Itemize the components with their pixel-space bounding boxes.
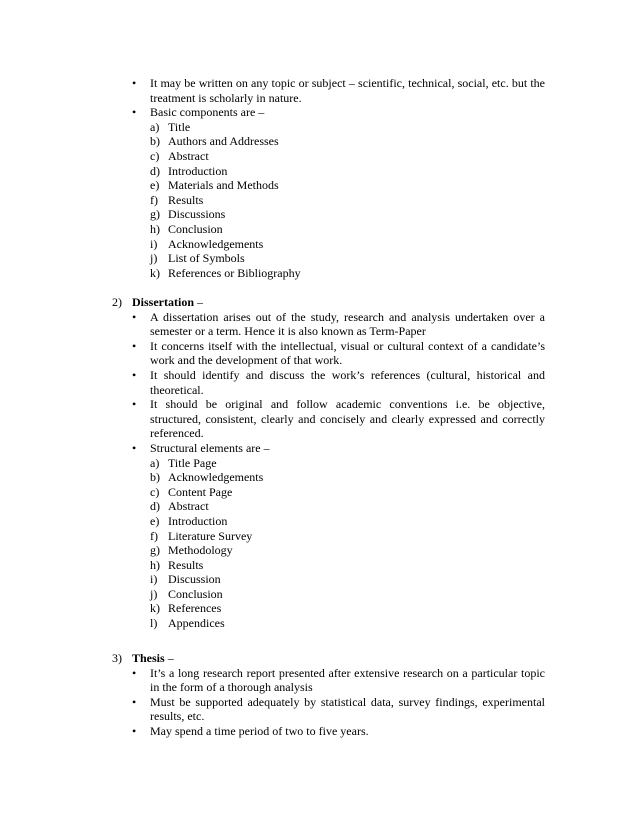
bullet-text: It should identify and discuss the work’s references (cultural, historical and theoretical. (150, 367, 545, 397)
list-item (112, 164, 545, 179)
list-letter: l) (150, 616, 158, 631)
bullet-icon: • (132, 723, 137, 738)
list-letter: f) (150, 528, 158, 543)
list-text: References or Bibliography (168, 265, 301, 280)
list-text: Discussions (168, 207, 226, 222)
list-text: Introduction (168, 163, 228, 178)
list-item (112, 499, 545, 514)
bullet-text: It may be written on any topic or subject – scientific, technical, social, etc. but the treatment is scholarly in nature. (150, 76, 545, 105)
section-title: Thesis (132, 651, 165, 665)
list-item (112, 207, 545, 222)
list-letter: d) (150, 499, 160, 514)
section-dash: – (194, 295, 203, 309)
list-item (112, 572, 545, 587)
list-item (112, 222, 545, 237)
list-letter: b) (150, 470, 160, 485)
bullet-text: Structural elements are – (150, 440, 270, 455)
bullet-item (112, 105, 545, 120)
list-text: Methodology (168, 543, 233, 558)
bullet-text: It should be original and follow academic conventions i.e. be objective, structured, consistent, clearly and concisely and clearly expressed and correctly referenced. (150, 397, 545, 441)
list-item (112, 149, 545, 164)
list-text: Appendices (168, 616, 225, 631)
list-letter: k) (150, 601, 160, 616)
list-item (112, 558, 545, 573)
section-number: 2) (112, 295, 122, 309)
bullet-item (112, 666, 545, 695)
list-letter: d) (150, 163, 160, 178)
bullet-item (112, 441, 545, 456)
list-letter: a) (150, 119, 160, 134)
list-item (112, 193, 545, 208)
list-item (112, 485, 545, 500)
list-item (112, 543, 545, 558)
list-text: Authors and Addresses (168, 134, 279, 149)
list-letter: h) (150, 557, 160, 572)
list-text: Results (168, 557, 204, 572)
list-item (112, 470, 545, 485)
bullet-icon: • (132, 397, 137, 412)
bullet-icon: • (132, 367, 137, 382)
intro-section (112, 76, 545, 280)
bullet-text: It’s a long research report presented after extensive research on a particular topic in the form of a thorough analysis (150, 665, 545, 695)
list-text: Acknowledgements (168, 470, 264, 485)
components-list (112, 120, 545, 281)
list-text: Introduction (168, 513, 228, 528)
list-item (112, 134, 545, 149)
bullet-item (112, 397, 545, 441)
dissertation-section (112, 295, 545, 631)
list-letter: e) (150, 178, 160, 193)
bullet-icon: • (132, 665, 137, 680)
bullet-icon: • (132, 338, 137, 353)
list-letter: k) (150, 265, 160, 280)
list-text: List of Symbols (168, 251, 245, 266)
list-item (112, 514, 545, 529)
bullet-text: A dissertation arises out of the study, research and analysis undertaken over a semester or a term. Hence it is also known as Term-Paper (150, 309, 545, 339)
list-item (112, 529, 545, 544)
list-letter: c) (150, 484, 160, 499)
list-letter: g) (150, 207, 160, 222)
section-dash: – (164, 651, 174, 665)
list-letter: i) (150, 572, 158, 587)
thesis-bullet-list (112, 666, 545, 739)
list-letter: h) (150, 221, 160, 236)
intro-bullet-list (112, 76, 545, 120)
bullet-icon: • (132, 105, 137, 120)
section-number: 3) (112, 651, 122, 665)
list-text: Abstract (168, 499, 209, 514)
list-text: Title Page (168, 455, 217, 470)
list-item (112, 120, 545, 135)
list-item (112, 251, 545, 266)
list-letter: j) (150, 586, 158, 601)
list-letter: j) (150, 251, 158, 266)
list-item (112, 237, 545, 252)
list-letter: g) (150, 543, 160, 558)
list-text: Discussion (168, 572, 221, 587)
bullet-item (112, 76, 545, 105)
thesis-section (112, 651, 545, 739)
bullet-icon: • (132, 76, 137, 90)
bullet-item (112, 724, 545, 739)
bullet-item (112, 339, 545, 368)
bullet-text: Must be supported adequately by statistical data, survey findings, experimental results, etc. (150, 694, 545, 724)
bullet-text: May spend a time period of two to five years. (150, 723, 369, 738)
bullet-text: Basic components are – (150, 105, 265, 120)
section-heading (112, 295, 545, 310)
list-text: Materials and Methods (168, 178, 279, 193)
bullet-item (112, 368, 545, 397)
list-item (112, 601, 545, 616)
elements-list (112, 456, 545, 631)
list-item (112, 456, 545, 471)
list-letter: f) (150, 192, 158, 207)
list-text: Literature Survey (168, 528, 253, 543)
list-text: Conclusion (168, 221, 223, 236)
bullet-text: It concerns itself with the intellectual, visual or cultural context of a candidate’s work and the development of that work. (150, 338, 545, 368)
list-text: References (168, 601, 222, 616)
list-text: Conclusion (168, 586, 223, 601)
bullet-item (112, 310, 545, 339)
bullet-icon: • (132, 440, 137, 455)
list-item (112, 266, 545, 281)
list-item (112, 616, 545, 631)
list-letter: a) (150, 455, 160, 470)
list-item (112, 587, 545, 602)
list-text: Abstract (168, 148, 209, 163)
list-item (112, 178, 545, 193)
bullet-icon: • (132, 694, 137, 709)
list-letter: b) (150, 134, 160, 149)
bullet-icon: • (132, 309, 137, 324)
list-text: Content Page (168, 484, 233, 499)
list-letter: c) (150, 148, 160, 163)
section-title: Dissertation (132, 295, 194, 309)
list-text: Acknowledgements (168, 236, 264, 251)
dissertation-bullet-list (112, 310, 545, 456)
bullet-item (112, 695, 545, 724)
list-letter: e) (150, 513, 160, 528)
section-heading (112, 651, 545, 666)
list-text: Results (168, 192, 204, 207)
list-letter: i) (150, 236, 158, 251)
list-text: Title (168, 119, 191, 134)
